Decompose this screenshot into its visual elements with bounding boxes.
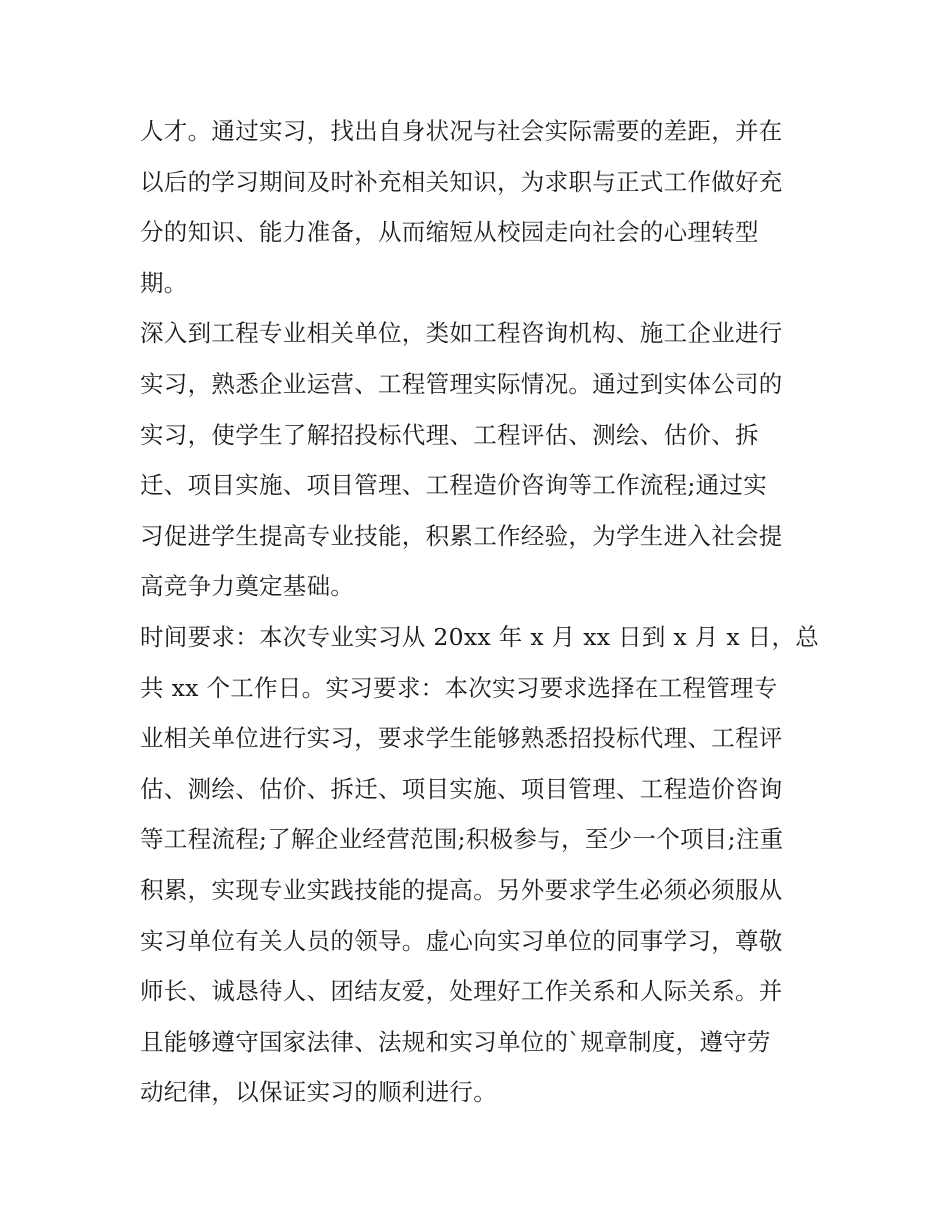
text-line: 习促进学生提高专业技能，积累工作经验，为学生进入社会提 [140,521,783,550]
text-line: 时间要求：本次专业实习从 20xx 年 x 月 xx 日到 x 月 x 日，总 [140,622,820,651]
text-line: 且能够遵守国家法律、法规和实习单位的`规章制度，遵守劳 [140,1027,771,1056]
text-line: 实习，熟悉企业运营、工程管理实际情况。通过到实体公司的 [140,369,783,398]
text-line: 迁、项目实施、项目管理、工程造价咨询等工作流程;通过实 [140,471,768,500]
text-line: 实习，使学生了解招投标代理、工程评估、测绘、估价、拆 [140,420,759,449]
text-line: 深入到工程专业相关单位，类如工程咨询机构、施工企业进行 [140,319,783,348]
text-line: 业相关单位进行实习，要求学生能够熟悉招投标代理、工程评 [140,724,783,753]
text-line: 等工程流程;了解企业经营范围;积极参与，至少一个项目;注重 [140,825,784,854]
body-text [140,106,820,1118]
text-line: 共 xx 个工作日。实习要求：本次实习要求选择在工程管理专 [140,673,778,702]
text-line: 估、测绘、估价、拆迁、项目实施、项目管理、工程造价咨询 [140,774,783,803]
text-line: 积累，实现专业实践技能的提高。另外要求学生必须必须服从 [140,875,783,904]
text-line: 师长、诚恳待人、团结友爱，处理好工作关系和人际关系。并 [140,977,783,1006]
text-line: 分的知识、能力准备，从而缩短从校园走向社会的心理转型 [140,218,759,247]
text-line: 期。 [140,268,188,297]
text-line: 高竞争力奠定基础。 [140,572,355,601]
text-line: 人才。通过实习，找出自身状况与社会实际需要的差距，并在 [140,117,783,145]
text-line: 以后的学习期间及时补充相关知识，为求职与正式工作做好充 [140,167,783,196]
text-line: 实习单位有关人员的领导。虚心向实习单位的同事学习，尊敬 [140,926,783,955]
text-line: 动纪律，以保证实习的顺利进行。 [140,1078,497,1107]
